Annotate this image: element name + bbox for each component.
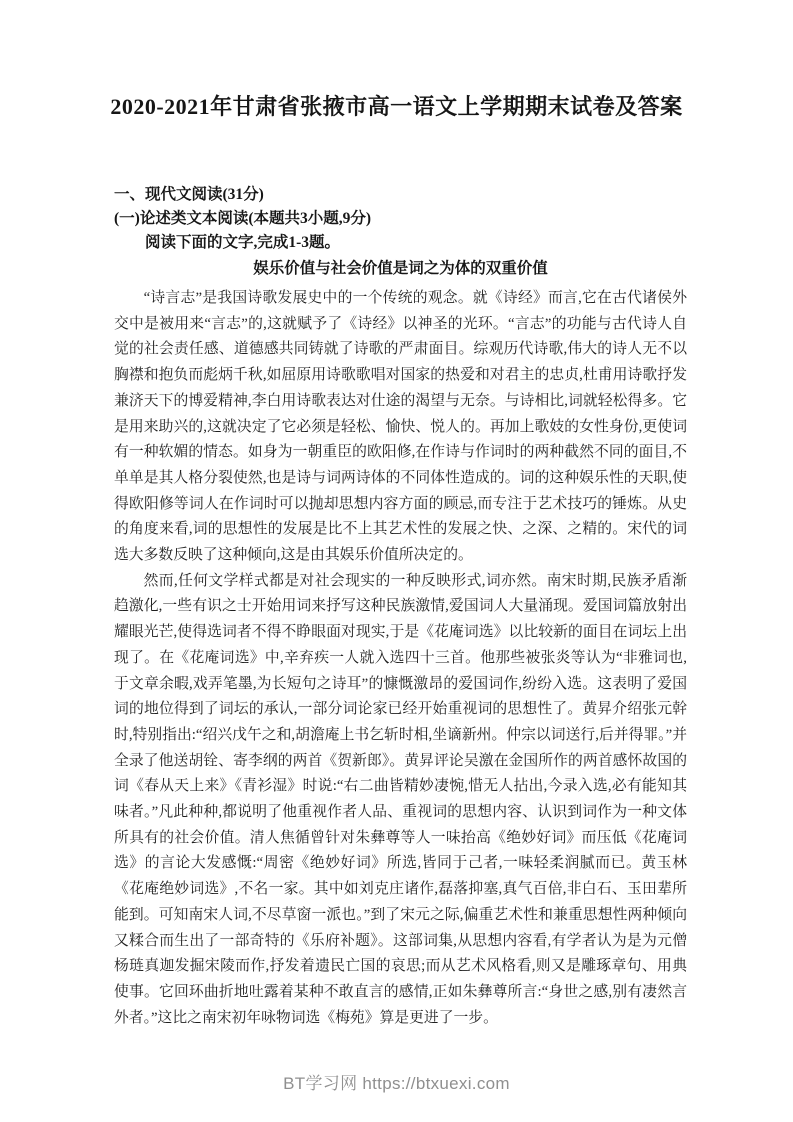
subsection-heading: (一)论述类文本阅读(本题共3小题,9分) [114, 210, 372, 227]
footer-watermark: BT学习网 https://btxuexi.com [283, 1074, 510, 1093]
section-heading: 一、现代文阅读(31分) [114, 186, 264, 203]
article-paragraph: “诗言志”是我国诗歌发展史中的一个传统的观念。就《诗经》而言,它在古代诸侯外交中是被用来“言志”的,这就赋予了《诗经》以神圣的光环。“言志”的功能与古代诗人自觉的社会责任感、道德感共同铸就了诗歌的严肃面目。综观历代诗歌,伟大的诗人无不以胸襟和抱负而彪炳千秋,如屈原用诗歌歌唱对国家的热爱和对君主的忠贞,杜甫用诗歌抒发兼济天下的博爱精神,李白用诗歌表达对仕途的渴望与无奈。与诗相比,词就轻松得多。它是用来助兴的,这就决定了它必须是轻松、愉快、悦人的。再加上歌妓的女性身份,更使词有一种软媚的情态。如身为一朝重臣的欧阳修,在作诗与作词时的两种截然不同的面目,不单单是其人格分裂使然,也是诗与词两诗体的不同体性造成的。词的这种娱乐性的天职,使得欧阳修等词人在作词时可以抛却思想内容方面的顾忌,而专注于艺术技巧的锤炼。从史的角度来看,词的思想性的发展是比不上其艺术性的发展之快、之深、之精的。宋代的词选大多数反映了这种倾向,这是由其娱乐价值所决定的。 [114, 290, 687, 564]
article-paragraph: 然而,任何文学样式都是对社会现实的一种反映形式,词亦然。南宋时期,民族矛盾渐趋激化,一些有识之士开始用词来抒写这种民族激情,爱国词人大量涌现。爱国词篇放射出耀眼光芒,使得选词者不得不睁眼面对现实,于是《花庵词选》以比较新的面目在词坛上出现了。在《花庵词选》中,辛弃疾一人就入选四十三首。他那些被张炎等认为“非雅词也,于文章余暇,戏弄笔墨,为长短句之诗耳”的慷慨激昂的爱国词作,纷纷入选。这表明了爱国词的地位得到了词坛的承认,一部分词论家已经开始重视词的思想性了。黄昇介绍张元幹时,特别指出:“绍兴戊午之和,胡澹庵上书乞斩时相,坐谪新州。仲宗以词送行,后并得罪。”并全录了他送胡铨、寄李纲的两首《贺新郎》。黄昇评论吴激在金国所作的两首感怀故国的词《春从天上来》《青衫湿》时说:“右二曲皆精妙凄惋,惜无人拈出,今录入选,必有能知其味者。”凡此种种,都说明了他重视作者人品、重视词的思想内容、认识到词作为一种文体所具有的社会价值。清人焦循曾针对朱彝尊等人一味抬高《绝妙好词》而压低《花庵词选》的言论大发感慨:“周密《绝妙好词》所选,皆同于己者,一味轻柔润腻而已。黄玉林《花庵绝妙词选》,不名一家。其中如刘克庄诸作,磊落抑塞,真气百倍,非白石、玉田辈所能到。可知南宋人词,不尽草窗一派也。”到了宋元之际,偏重艺术性和兼重思想性两种倾向又糅合而生出了一部奇特的《乐府补题》。这部词集,从思想内容看,有学者认为是为元僧杨琏真迦发掘宋陵而作,抒发着遗民亡国的哀思;而从艺术风格看,则又是雕琢章句、用典使事。它回环曲折地吐露着某种不敢直言的感情,正如朱彝尊所言:“身世之感,别有凄然言外者。”这比之南宋初年咏物词选《梅苑》算是更进了一步。 [114, 572, 687, 1026]
reading-instruction: 阅读下面的文字,完成1-3题。 [145, 234, 341, 251]
article-title: 娱乐价值与社会价值是词之为体的双重价值 [253, 260, 548, 277]
article-body [114, 286, 687, 1031]
document-title: 2020-2021年甘肃省张掖市高一语文上学期期末试卷及答案 [110, 94, 683, 119]
document-body [114, 183, 687, 1031]
